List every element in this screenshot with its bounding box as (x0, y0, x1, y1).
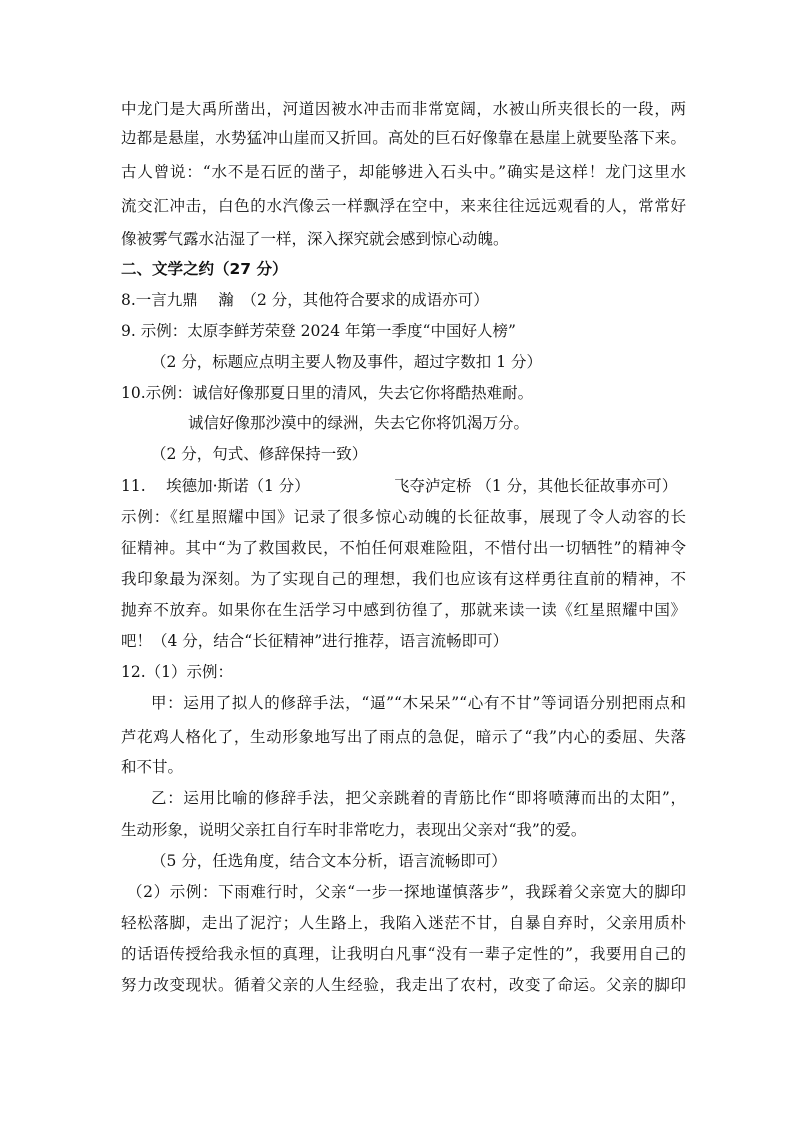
paragraph-line: 示例：《红星照耀中国》记录了很多惊心动魄的长征故事，展现了令人动容的长 (121, 508, 686, 526)
paragraph-line: 边都是悬崖，水势猛冲山崖而又折回。高处的巨石好像靠在悬崖上就要坠落下来。 (121, 129, 686, 147)
paragraph-line: 像被雾气露水沾湿了一样，深入探究就会感到惊心动魄。 (121, 230, 509, 248)
paragraph-line: 生动形象，说明父亲扛自行车时非常吃力，表现出父亲对“我”的爱。 (121, 821, 587, 839)
paragraph-line: 的话语传授给我永恒的真理，让我明白凡事“没有一辈子定性的”，我要用自己的 (121, 945, 686, 963)
paragraph-line: 古人曾说：“水不是石匠的凿子，却能够进入石头中。”确实是这样！龙门这里水 (121, 163, 686, 181)
answer-11-part-1: 11. 埃德加·斯诺（1 分） (121, 477, 310, 495)
paragraph-line: 甲：运用了拟人的修辞手法，“逼”“木呆呆”“心有不甘”等词语分别把雨点和 (151, 694, 686, 712)
answer-10: 10.示例：诚信好像那夏日里的清风，失去它你将酷热难耐。 (121, 384, 534, 402)
paragraph-line: 努力改变现状。循着父亲的人生经验，我走出了农村，改变了命运。父亲的脚印 (121, 976, 686, 994)
paragraph-line: 和不甘。 (121, 758, 184, 776)
paragraph-line: 征精神。其中“为了救国救民，不怕任何艰难险阻，不惜付出一切牺牲”的精神令 (121, 539, 686, 557)
answer-11-part-2: 飞夺泸定桥 （1 分，其他长征故事亦可） (394, 477, 678, 495)
paragraph-line: 抛弃不放弃。如果你在生活学习中感到彷徨了，那就来读一读《红星照耀中国》 (121, 601, 686, 619)
answer-9: 9. 示例：太原李鲜芳荣登 2024 年第一季度“中国好人榜” (121, 322, 516, 340)
scoring-note: （5 分，任选角度，结合文本分析，语言流畅即可） (151, 852, 507, 870)
paragraph-line: 芦花鸡人格化了，生动形象地写出了雨点的急促，暗示了“我”内心的委屈、失落 (121, 728, 686, 746)
paragraph-line: 我印象最为深刻。为了实现自己的理想，我们也应该有这样勇往直前的精神，不 (121, 570, 686, 588)
paragraph-line: （2）示例：下雨难行时，父亲“一步一探地谨慎落步”，我踩着父亲宽大的脚印 (127, 883, 686, 901)
paragraph-line: 中龙门是大禹所凿出，河道因被水冲击而非常宽阔，水被山所夹很长的一段，两 (121, 100, 686, 118)
scoring-note: （2 分，句式、修辞保持一致） (151, 445, 368, 463)
section-heading: 二、文学之约（27 分） (121, 260, 288, 278)
scoring-note: （2 分，标题应点明主要人物及事件，超过字数扣 1 分） (151, 353, 543, 371)
answer-10-line-2: 诚信好像那沙漠中的绿洲，失去它你将饥渴万分。 (188, 414, 530, 432)
paragraph-line: 流交汇冲击，白色的水汽像云一样飘浮在空中，来来往往远远观看的人，常常好 (121, 197, 686, 215)
answer-8: 8.一言九鼎 瀚 （2 分，其他符合要求的成语亦可） (121, 291, 489, 309)
paragraph-line: 轻松落脚，走出了泥泞；人生路上，我陷入迷茫不甘，自暴自弃时，父亲用质朴 (121, 914, 686, 932)
paragraph-line: 乙：运用比喻的修辞手法，把父亲跳着的青筋比作“即将喷薄而出的太阳”， (151, 789, 686, 807)
answer-12-heading: 12.（1）示例： (121, 663, 234, 681)
paragraph-line: 吧！（4 分，结合“长征精神”进行推荐，语言流畅即可） (121, 632, 509, 650)
